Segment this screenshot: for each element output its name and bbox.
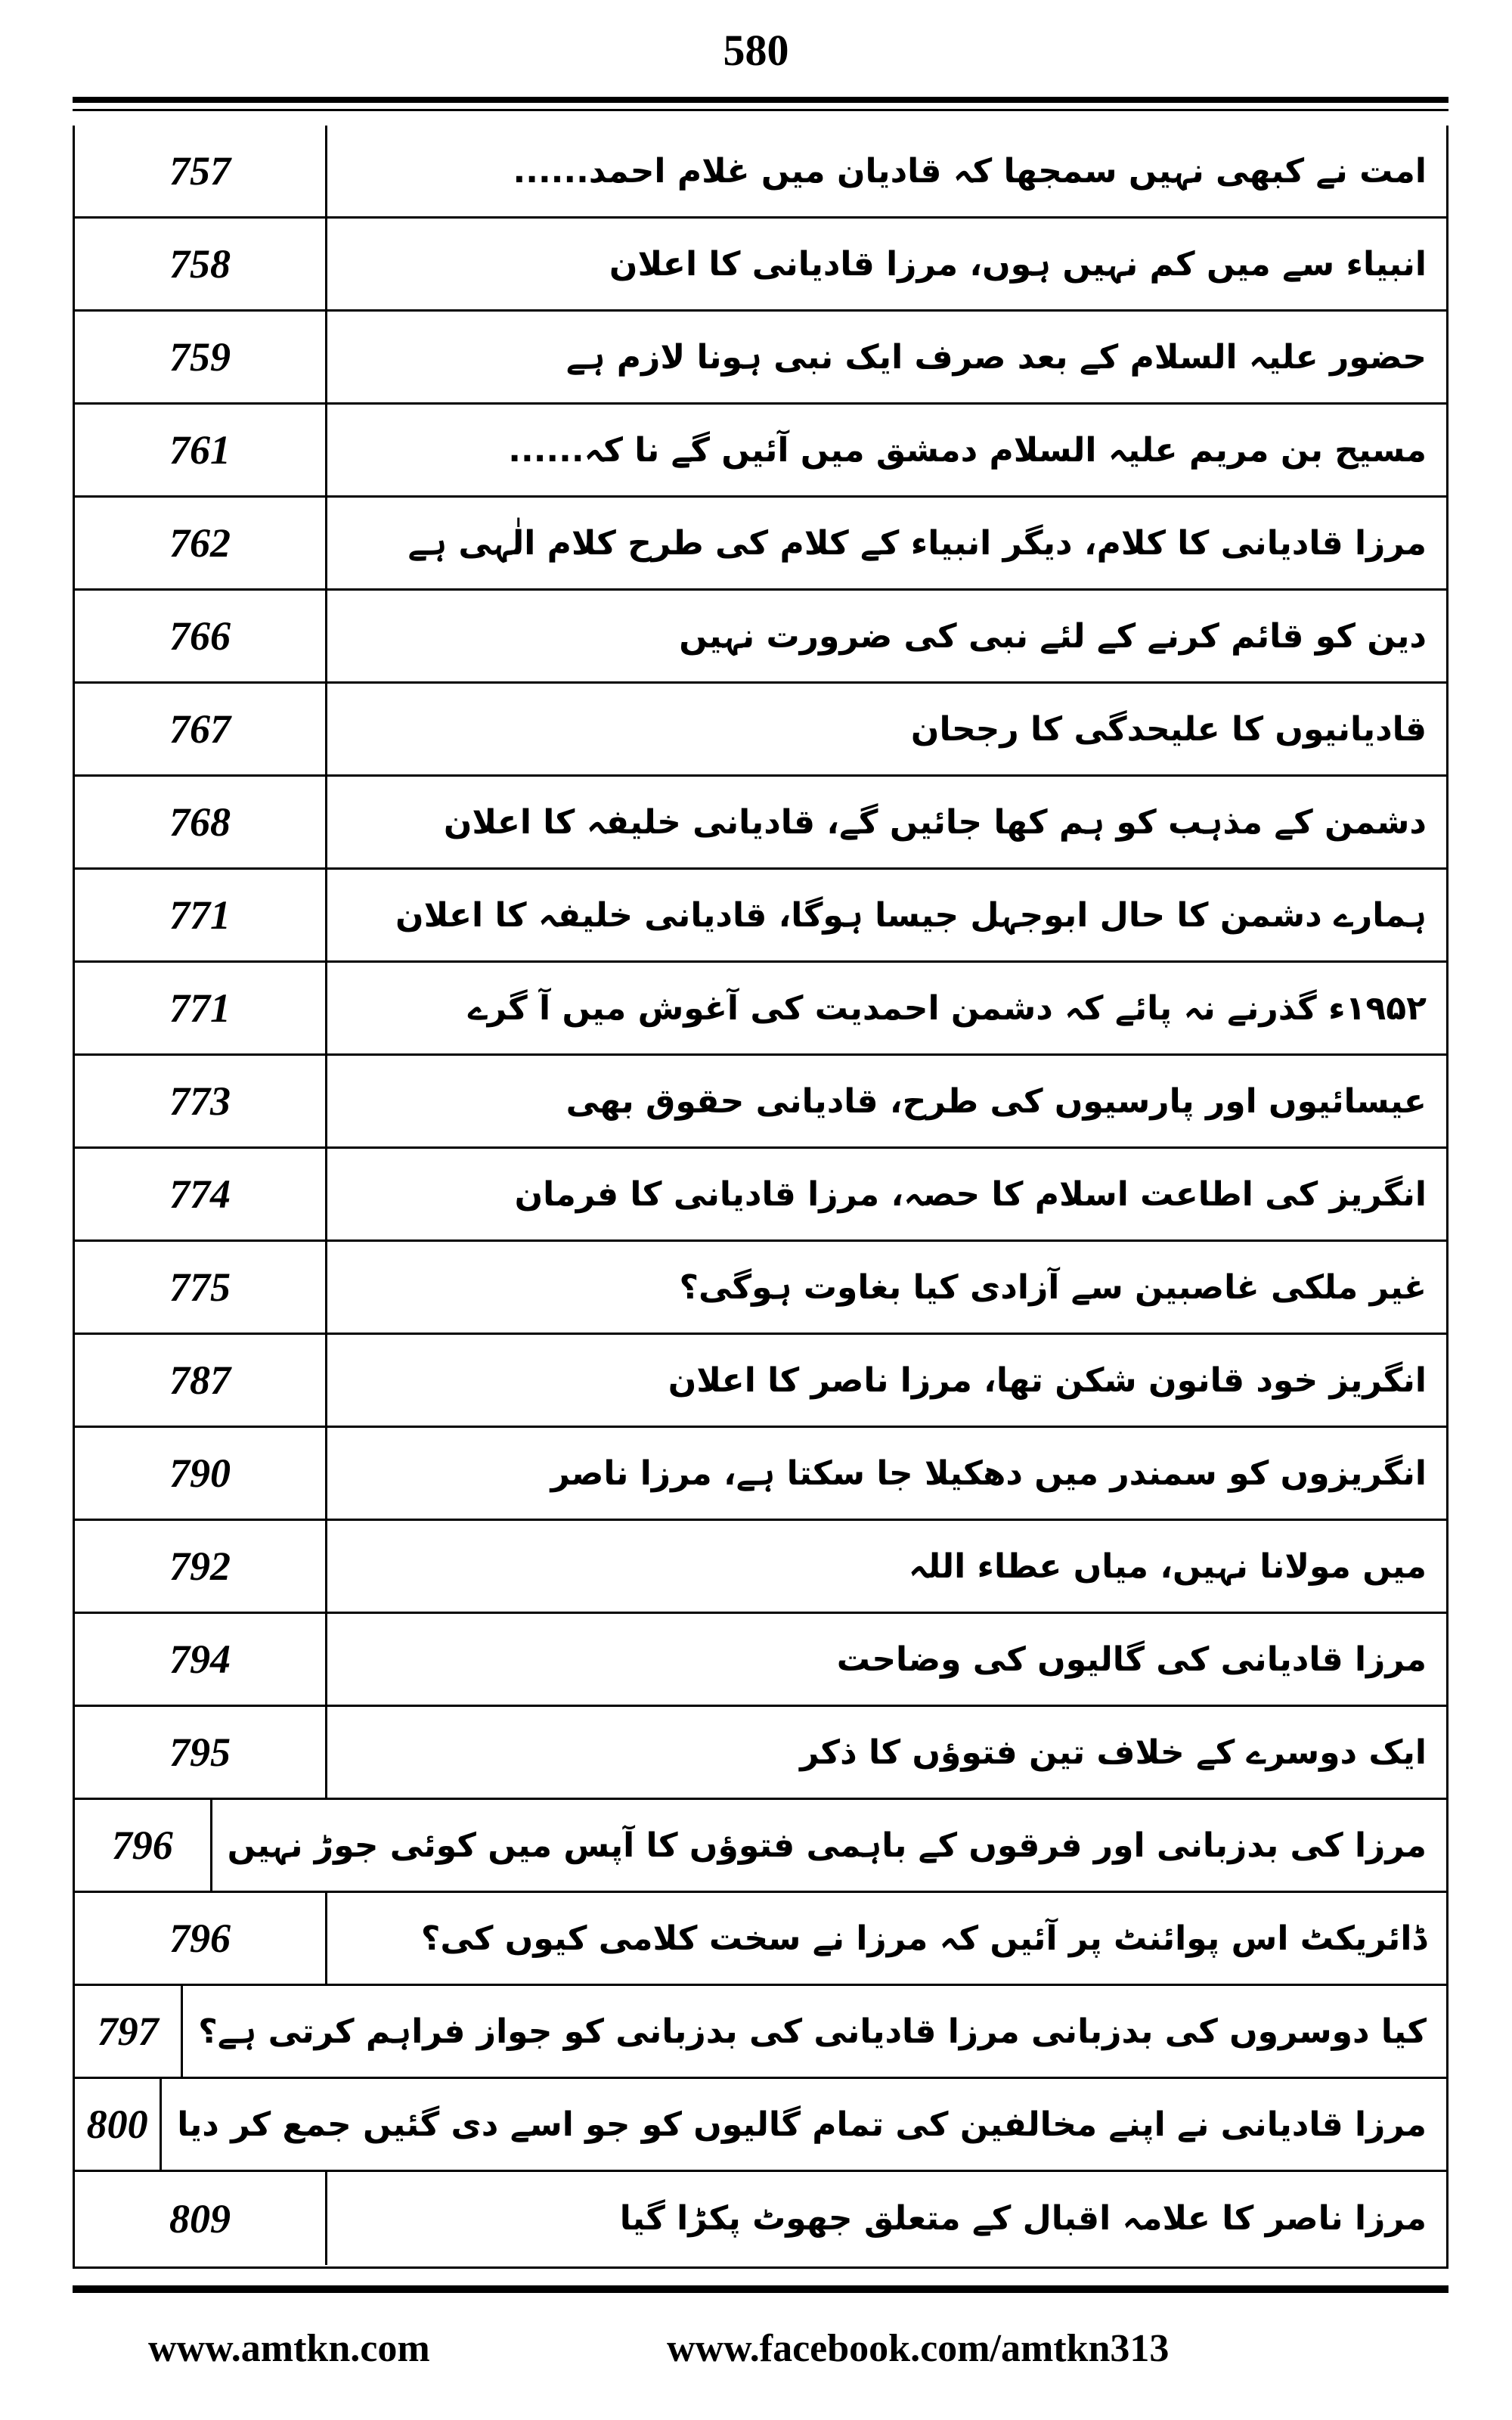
toc-row xyxy=(75,1893,1446,1986)
toc-row xyxy=(75,2172,1446,2265)
toc-row xyxy=(75,219,1446,312)
toc-row xyxy=(75,684,1446,777)
toc-page-number: 800 xyxy=(75,2079,162,2170)
toc-title: غیر ملکی غاصبین سے آزادی کیا بغاوت ہوگی؟ xyxy=(679,1267,1427,1307)
toc-page-number: 809 xyxy=(75,2172,327,2265)
toc-title: کیا دوسروں کی بدزبانی مرزا قادیانی کی بدزبانی کو جواز فراہم کرتی ہے؟ xyxy=(198,2012,1427,2051)
toc-row xyxy=(75,1149,1446,1242)
toc-page-number: 790 xyxy=(75,1428,327,1519)
toc-title: مرزا قادیانی کا کلام، دیگر انبیاء کے کلام کی طرح کلام الٰہی ہے xyxy=(407,523,1427,563)
toc-row xyxy=(75,1521,1446,1614)
toc-title: قادیانیوں کا علیحدگی کا رجحان xyxy=(910,709,1427,749)
footer xyxy=(0,2319,1512,2379)
toc-row xyxy=(75,126,1446,219)
toc-row xyxy=(75,1707,1446,1800)
toc-title: مرزا قادیانی کی گالیوں کی وضاحت xyxy=(836,1640,1427,1679)
toc-page-number: 761 xyxy=(75,405,327,495)
toc-title: ایک دوسرے کے خلاف تین فتوؤں کا ذکر xyxy=(800,1733,1427,1772)
header-rule-thick xyxy=(73,97,1448,103)
toc-title: انبیاء سے میں کم نہیں ہوں، مرزا قادیانی کا اعلان xyxy=(609,244,1427,284)
toc-row xyxy=(75,1335,1446,1428)
toc-title: مرزا قادیانی نے اپنے مخالفین کی تمام گالیوں کو جو اسے دی گئیں جمع کر دیا xyxy=(177,2105,1427,2144)
toc-page-number: 774 xyxy=(75,1149,327,1239)
toc-page-number: 766 xyxy=(75,591,327,681)
toc-title: ۱۹۵۲ء گذرنے نہ پائے کہ دشمن احمدیت کی آغوش میں آ گرے xyxy=(468,988,1427,1028)
toc-row xyxy=(75,1056,1446,1149)
toc-page-number: 773 xyxy=(75,1056,327,1146)
toc-title: دشمن کے مذہب کو ہم کھا جائیں گے، قادیانی خلیفہ کا اعلان xyxy=(443,802,1427,842)
toc-row xyxy=(75,777,1446,870)
toc-row xyxy=(75,498,1446,591)
toc-page-number: 771 xyxy=(75,870,327,960)
toc-page-number: 787 xyxy=(75,1335,327,1426)
toc-page-number: 759 xyxy=(75,312,327,402)
toc-page-number: 757 xyxy=(75,126,327,216)
toc-row xyxy=(75,1986,1446,2079)
toc-title: عیسائیوں اور پارسیوں کی طرح، قادیانی حقوق بھی xyxy=(565,1081,1427,1121)
toc-page-number: 767 xyxy=(75,684,327,774)
toc-title: حضور علیہ السلام کے بعد صرف ایک نبی ہونا لازم ہے xyxy=(565,337,1427,377)
toc-page-number: 796 xyxy=(75,1800,212,1891)
toc-row xyxy=(75,870,1446,963)
toc-page-number: 797 xyxy=(75,1986,183,2077)
toc-row xyxy=(75,963,1446,1056)
table-of-contents xyxy=(73,126,1448,2269)
toc-row xyxy=(75,312,1446,405)
toc-title: امت نے کبھی نہیں سمجھا کہ قادیان میں غلام احمد...... xyxy=(513,151,1427,191)
header-rule-thin xyxy=(73,109,1448,111)
toc-page-number: 796 xyxy=(75,1893,327,1984)
toc-row xyxy=(75,591,1446,684)
toc-title: انگریز کی اطاعت اسلام کا حصہ، مرزا قادیانی کا فرمان xyxy=(514,1174,1427,1214)
toc-page-number: 794 xyxy=(75,1614,327,1705)
page-number: 580 xyxy=(723,26,789,75)
toc-title: مسیح بن مریم علیہ السلام دمشق میں آئیں گے نا کہ...... xyxy=(508,430,1427,470)
toc-title: مرزا کی بدزبانی اور فرقوں کے باہمی فتوؤں کا آپس میں کوئی جوڑ نہیں xyxy=(227,1826,1427,1865)
footer-rule xyxy=(73,2285,1448,2293)
toc-title: دین کو قائم کرنے کے لئے نبی کی ضرورت نہیں xyxy=(679,616,1427,656)
toc-page-number: 795 xyxy=(75,1707,327,1798)
facebook-link[interactable]: www.facebook.com/amtkn313 xyxy=(667,2327,1170,2370)
toc-row xyxy=(75,1428,1446,1521)
toc-title: میں مولانا نہیں، میاں عطاء اللہ xyxy=(908,1547,1427,1586)
toc-page-number: 792 xyxy=(75,1521,327,1612)
website-link[interactable]: www.amtkn.com xyxy=(148,2327,430,2370)
toc-page-number: 775 xyxy=(75,1242,327,1333)
toc-page-number: 762 xyxy=(75,498,327,588)
toc-row xyxy=(75,1614,1446,1707)
toc-row xyxy=(75,1242,1446,1335)
toc-title: انگریزوں کو سمندر میں دھکیلا جا سکتا ہے، مرزا ناصر xyxy=(550,1454,1427,1493)
toc-page-number: 758 xyxy=(75,219,327,309)
toc-page-number: 768 xyxy=(75,777,327,867)
toc-title: ڈائریکٹ اس پوائنٹ پر آئیں کہ مرزا نے سخت کلامی کیوں کی؟ xyxy=(420,1919,1427,1958)
toc-row xyxy=(75,405,1446,498)
toc-title: مرزا ناصر کا علامہ اقبال کے متعلق جھوٹ پکڑا گیا xyxy=(619,2199,1427,2238)
toc-row xyxy=(75,1800,1446,1893)
toc-title: انگریز خود قانون شکن تھا، مرزا ناصر کا اعلان xyxy=(668,1360,1427,1400)
toc-page-number: 771 xyxy=(75,963,327,1053)
toc-title: ہمارے دشمن کا حال ابوجہل جیسا ہوگا، قادیانی خلیفہ کا اعلان xyxy=(395,895,1427,935)
toc-row xyxy=(75,2079,1446,2172)
